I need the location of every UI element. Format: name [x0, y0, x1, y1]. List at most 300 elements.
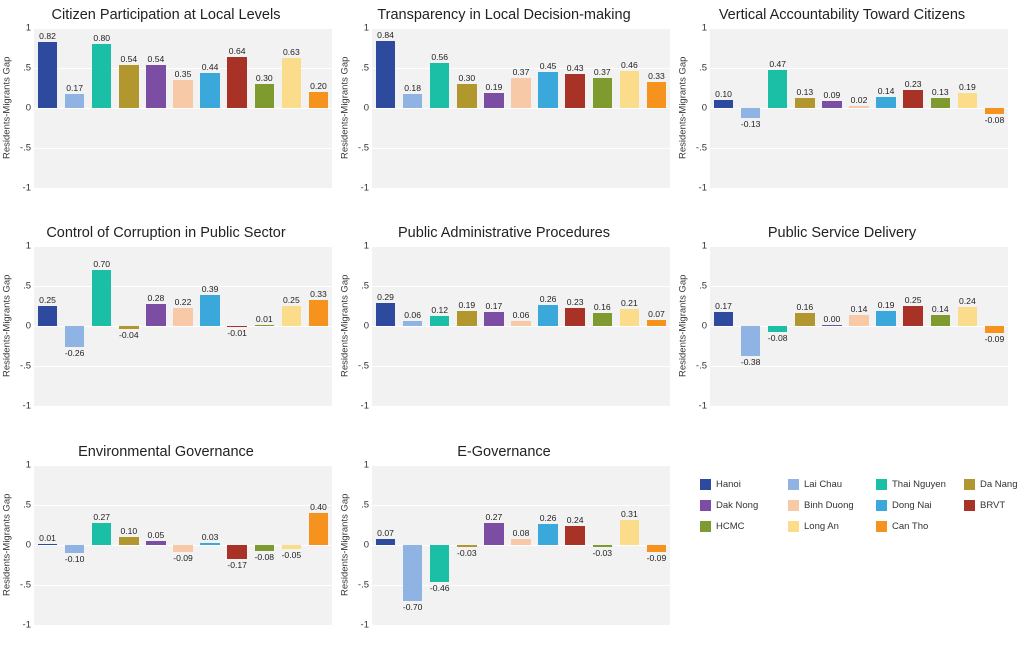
bar — [593, 313, 613, 326]
bar — [647, 320, 667, 326]
bar — [173, 545, 193, 552]
y-tick-label: -1 — [698, 400, 707, 412]
bar-series — [34, 246, 332, 406]
panel-title: Environmental Governance — [78, 444, 254, 460]
legend-label: Hanoi — [716, 479, 741, 490]
y-axis-ticks — [352, 240, 372, 412]
gridline — [34, 188, 332, 189]
bar — [620, 520, 640, 545]
bar-value-label: -0.05 — [281, 550, 302, 560]
legend-label: HCMC — [716, 521, 745, 532]
bar-value-label: 0.02 — [850, 95, 868, 106]
legend-label: Thai Nguyen — [892, 479, 946, 490]
y-axis-ticks — [352, 459, 372, 631]
plot-canvas — [34, 246, 332, 406]
chart-panel — [338, 6, 670, 194]
y-axis-label: Residents-Migrants Gap — [1, 56, 13, 160]
bar — [593, 78, 613, 108]
legend-color-swatch — [788, 521, 799, 532]
bar — [849, 106, 869, 108]
chart-panel — [0, 224, 332, 412]
y-tick-label: -.5 — [357, 579, 369, 591]
gridline — [372, 406, 670, 407]
bar — [538, 524, 558, 545]
y-tick-label: -1 — [360, 619, 369, 631]
bar-value-label: -0.26 — [64, 347, 85, 358]
bar — [65, 545, 85, 553]
y-tick-label: -.5 — [357, 142, 369, 154]
plot-area — [0, 459, 332, 631]
bar-value-label: 0.25 — [39, 295, 56, 305]
y-tick-label: 0 — [701, 102, 707, 114]
bar-value-label: 0.25 — [904, 295, 922, 305]
bar — [227, 545, 247, 559]
bar-value-label: 0.03 — [201, 531, 219, 542]
bar — [309, 300, 329, 326]
bar-value-label: -0.17 — [227, 559, 247, 570]
y-axis-ticks — [14, 22, 34, 194]
bar-value-label: 0.01 — [255, 314, 273, 325]
legend-item — [700, 521, 784, 532]
bar-value-label: -0.09 — [173, 553, 193, 564]
bar — [985, 326, 1005, 333]
bar-value-label: -0.04 — [119, 330, 139, 341]
bar-value-label: 0.37 — [512, 67, 530, 78]
y-tick-label: -.5 — [19, 142, 31, 154]
legend-item — [964, 479, 1024, 490]
bar-value-label: 0.70 — [93, 259, 111, 269]
bar — [565, 526, 585, 545]
bar-value-label: 0.23 — [904, 78, 922, 89]
plot-area — [676, 22, 1008, 194]
bar — [119, 65, 139, 108]
bar-value-label: 0.23 — [566, 296, 584, 307]
bar — [430, 63, 450, 108]
y-tick-label: .5 — [361, 62, 369, 74]
legend-item — [700, 479, 784, 490]
y-tick-label: 1 — [701, 240, 707, 252]
legend-label: Da Nang — [980, 479, 1018, 490]
y-tick-label: .5 — [23, 499, 31, 511]
bar-value-label: 0.05 — [147, 530, 165, 540]
plot-area — [0, 22, 332, 194]
plot-canvas — [710, 28, 1008, 188]
y-tick-label: 0 — [701, 320, 707, 332]
legend-color-swatch — [964, 479, 975, 490]
chart-legend — [700, 474, 1024, 537]
panel-title: Transparency in Local Decision-making — [377, 7, 631, 23]
bar-value-label: 0.30 — [255, 73, 273, 83]
bar-value-label: -0.08 — [767, 333, 788, 344]
bar-value-label: 0.17 — [66, 83, 83, 94]
gridline — [34, 625, 332, 626]
bar-value-label: 0.09 — [823, 89, 841, 100]
panel-title: Public Service Delivery — [767, 225, 917, 241]
bar — [958, 93, 978, 108]
bar — [822, 325, 842, 326]
bar — [985, 108, 1005, 114]
bar — [92, 270, 112, 326]
bar — [430, 545, 450, 582]
y-tick-label: -1 — [22, 182, 31, 194]
bar — [484, 523, 504, 545]
bar-value-label: -0.08 — [984, 115, 1005, 126]
bar-value-label: 0.56 — [431, 52, 449, 63]
bar — [309, 513, 329, 545]
chart-panel — [676, 224, 1008, 412]
bar — [741, 326, 761, 356]
bar — [457, 84, 477, 108]
legend-label: Can Tho — [892, 521, 929, 532]
bar-value-label: 0.13 — [931, 86, 949, 97]
bar-value-label: 0.22 — [174, 297, 192, 308]
legend-label: Long An — [804, 521, 839, 532]
y-tick-label: -.5 — [695, 142, 707, 154]
bar — [647, 82, 667, 108]
panel-title: Vertical Accountability Toward Citizens — [718, 7, 966, 23]
bar — [227, 57, 247, 108]
bar — [376, 41, 396, 108]
bar — [430, 316, 450, 326]
bar-value-label: 0.14 — [850, 303, 868, 314]
bar — [92, 523, 112, 545]
y-tick-label: 1 — [363, 22, 369, 34]
bar-value-label: 0.29 — [377, 291, 394, 302]
bar — [565, 74, 585, 108]
bar-value-label: 0.17 — [485, 301, 503, 312]
bar-value-label: 0.43 — [566, 62, 584, 73]
bar-value-label: 0.39 — [201, 283, 219, 294]
chart-panel — [676, 6, 1008, 194]
chart-panel — [0, 6, 332, 194]
y-axis-label: Residents-Migrants Gap — [1, 274, 13, 378]
bar — [309, 92, 329, 108]
y-axis-ticks — [690, 22, 710, 194]
legend-label: Dak Nong — [716, 500, 759, 511]
bar-series — [34, 465, 332, 625]
bar — [593, 545, 613, 547]
bar — [511, 78, 531, 108]
y-tick-label: -.5 — [19, 579, 31, 591]
bar — [768, 326, 788, 332]
bar — [255, 84, 275, 108]
bar-value-label: 0.20 — [310, 81, 327, 91]
bar — [65, 94, 85, 108]
y-tick-label: 0 — [25, 539, 31, 551]
bar-value-label: 0.21 — [620, 298, 638, 309]
bar — [146, 304, 166, 326]
y-axis-label: Residents-Migrants Gap — [339, 274, 351, 378]
bar-value-label: -0.70 — [402, 602, 423, 612]
plot-area — [338, 459, 670, 631]
y-tick-label: -.5 — [695, 360, 707, 372]
legend-color-swatch — [788, 500, 799, 511]
bar — [620, 71, 640, 108]
bar — [146, 65, 166, 108]
bar-value-label: 0.47 — [769, 59, 787, 70]
legend-color-swatch — [876, 479, 887, 490]
bar-value-label: 0.27 — [93, 512, 111, 523]
bar-value-label: 0.26 — [539, 513, 557, 524]
legend-item — [876, 500, 960, 511]
bar-value-label: -0.38 — [740, 357, 761, 368]
bar — [200, 295, 220, 326]
bar-value-label: -0.09 — [646, 553, 667, 564]
bar — [511, 321, 531, 326]
bar-value-label: 0.17 — [715, 301, 732, 312]
bar — [484, 312, 504, 326]
bar — [795, 313, 815, 326]
legend-item — [876, 479, 960, 490]
legend-label: Dong Nai — [892, 500, 932, 511]
y-tick-label: -.5 — [19, 360, 31, 372]
bar-series — [372, 28, 670, 188]
y-axis-ticks — [14, 459, 34, 631]
y-tick-label: 1 — [25, 22, 31, 34]
bar-value-label: 0.13 — [796, 86, 814, 97]
bar-value-label: -0.46 — [429, 582, 450, 593]
plot-canvas — [34, 465, 332, 625]
y-axis-ticks — [14, 240, 34, 412]
bar — [146, 541, 166, 545]
plot-canvas — [34, 28, 332, 188]
legend-item — [964, 500, 1024, 511]
legend-item — [700, 500, 784, 511]
bar-value-label: 0.44 — [201, 61, 219, 72]
legend-label: Binh Duong — [804, 500, 854, 511]
bar — [457, 545, 477, 547]
y-tick-label: .5 — [699, 280, 707, 292]
bar-value-label: 0.14 — [931, 303, 949, 314]
bar-value-label: 0.19 — [958, 81, 976, 92]
bar-value-label: -0.01 — [227, 327, 247, 338]
bar — [538, 305, 558, 326]
y-axis-ticks — [690, 240, 710, 412]
plot-area — [338, 240, 670, 412]
bar-value-label: 0.16 — [796, 302, 814, 313]
legend-label: BRVT — [980, 500, 1006, 511]
panel-title: Citizen Participation at Local Levels — [51, 7, 281, 23]
bar-value-label: 0.24 — [958, 295, 976, 306]
y-tick-label: 1 — [701, 22, 707, 34]
y-tick-label: 0 — [363, 539, 369, 551]
y-tick-label: 0 — [25, 320, 31, 332]
gridline — [34, 406, 332, 407]
bar — [173, 308, 193, 326]
bar — [255, 545, 275, 551]
y-tick-label: -1 — [698, 182, 707, 194]
bar-value-label: 0.08 — [512, 527, 530, 538]
bar-value-label: 0.07 — [377, 528, 394, 539]
bar — [282, 306, 302, 326]
bar — [484, 93, 504, 108]
y-tick-label: 0 — [363, 102, 369, 114]
bar-value-label: 0.40 — [310, 502, 327, 512]
bar — [403, 321, 423, 326]
legend-color-swatch — [964, 500, 975, 511]
plot-area — [338, 22, 670, 194]
legend-color-swatch — [700, 521, 711, 532]
gridline — [372, 625, 670, 626]
bar — [876, 97, 896, 108]
plot-area — [676, 240, 1008, 412]
bar — [282, 58, 302, 108]
bar-value-label: 0.07 — [648, 309, 665, 320]
y-tick-label: .5 — [23, 280, 31, 292]
bar — [65, 326, 85, 347]
bar — [822, 101, 842, 108]
bar-value-label: -0.03 — [457, 548, 477, 559]
y-tick-label: -1 — [22, 619, 31, 631]
bar-value-label: 0.27 — [485, 512, 503, 523]
bar — [457, 311, 477, 326]
bar — [647, 545, 667, 552]
panel-title: E-Governance — [457, 444, 551, 460]
bar-value-label: 0.30 — [458, 73, 476, 83]
bar — [282, 545, 302, 549]
bar-value-label: -0.10 — [64, 554, 85, 564]
legend-label: Lai Chau — [804, 479, 843, 490]
bar-value-label: 0.82 — [39, 31, 56, 42]
bar — [903, 90, 923, 108]
plot-canvas — [710, 246, 1008, 406]
bar-value-label: 0.28 — [147, 292, 165, 303]
bar-value-label: 0.45 — [539, 61, 557, 71]
bar-value-label: 0.54 — [147, 53, 165, 64]
bar — [173, 80, 193, 108]
y-axis-label: Residents-Migrants Gap — [677, 274, 689, 378]
legend-color-swatch — [788, 479, 799, 490]
bar — [511, 539, 531, 545]
bar — [958, 307, 978, 326]
bar — [931, 98, 951, 108]
bar-value-label: 0.14 — [877, 85, 895, 96]
bar — [200, 543, 220, 545]
bar — [538, 72, 558, 108]
y-tick-label: 1 — [363, 459, 369, 471]
legend-color-swatch — [700, 479, 711, 490]
y-tick-label: .5 — [699, 62, 707, 74]
y-axis-label: Residents-Migrants Gap — [339, 56, 351, 160]
bar-value-label: 0.19 — [485, 81, 503, 92]
bar — [849, 315, 869, 326]
y-tick-label: -1 — [360, 182, 369, 194]
chart-panel — [338, 443, 670, 631]
bar — [119, 326, 139, 329]
bar-value-label: 0.12 — [431, 305, 449, 316]
bar-series — [372, 465, 670, 625]
y-tick-label: 1 — [363, 240, 369, 252]
bar-value-label: 0.19 — [458, 299, 476, 310]
bar — [714, 312, 734, 326]
bar — [38, 306, 58, 326]
y-axis-label: Residents-Migrants Gap — [677, 56, 689, 160]
bar-value-label: 0.18 — [404, 82, 421, 93]
bar-value-label: 0.10 — [715, 89, 732, 99]
bar — [200, 73, 220, 108]
y-tick-label: 0 — [363, 320, 369, 332]
bar-value-label: 0.64 — [228, 45, 246, 56]
bar — [92, 44, 112, 108]
bar-value-label: 0.54 — [120, 53, 138, 64]
bar — [714, 100, 734, 108]
bar-value-label: 0.33 — [310, 288, 327, 299]
bar-series — [34, 28, 332, 188]
legend-item — [788, 479, 872, 490]
y-tick-label: .5 — [361, 499, 369, 511]
legend-color-swatch — [876, 500, 887, 511]
y-axis-label: Residents-Migrants Gap — [1, 493, 13, 597]
bar-value-label: -0.09 — [984, 334, 1005, 345]
bar-value-label: 0.10 — [120, 526, 138, 536]
bar-value-label: 0.80 — [93, 33, 111, 43]
bar — [903, 306, 923, 326]
bar — [38, 544, 58, 545]
bar-value-label: 0.24 — [566, 514, 584, 525]
y-tick-label: 0 — [25, 102, 31, 114]
panel-title: Control of Corruption in Public Sector — [46, 225, 286, 241]
plot-canvas — [372, 246, 670, 406]
plot-area — [0, 240, 332, 412]
bar — [565, 308, 585, 326]
bar — [38, 42, 58, 108]
bar — [795, 98, 815, 108]
bar-value-label: 0.01 — [39, 533, 56, 544]
bar-value-label: 0.31 — [620, 509, 638, 520]
bar-value-label: 0.06 — [512, 310, 530, 321]
bar-value-label: -0.13 — [740, 119, 761, 130]
bar-value-label: 0.37 — [593, 67, 611, 78]
y-tick-label: -1 — [360, 400, 369, 412]
plot-canvas — [372, 465, 670, 625]
gridline — [710, 406, 1008, 407]
legend-item — [876, 521, 960, 532]
bar-value-label: 0.63 — [282, 46, 300, 57]
bar-value-label: 0.25 — [282, 295, 300, 305]
y-tick-label: .5 — [23, 62, 31, 74]
bar — [620, 309, 640, 326]
bar-value-label: 0.00 — [823, 314, 841, 325]
bar-value-label: -0.03 — [592, 548, 613, 559]
panel-title: Public Administrative Procedures — [398, 225, 610, 241]
y-tick-label: 1 — [25, 240, 31, 252]
plot-canvas — [372, 28, 670, 188]
chart-panel — [338, 224, 670, 412]
bar-value-label: 0.46 — [620, 60, 638, 71]
bar-series — [710, 28, 1008, 188]
bar-value-label: -0.08 — [254, 552, 275, 563]
y-tick-label: -1 — [22, 400, 31, 412]
y-tick-label: .5 — [361, 280, 369, 292]
bar-value-label: 0.19 — [877, 299, 895, 310]
y-axis-label: Residents-Migrants Gap — [339, 493, 351, 597]
legend-item — [788, 500, 872, 511]
bar — [255, 325, 275, 326]
bar-value-label: 0.33 — [648, 70, 665, 81]
legend-color-swatch — [876, 521, 887, 532]
bar — [376, 303, 396, 326]
y-tick-label: -.5 — [357, 360, 369, 372]
legend-color-swatch — [700, 500, 711, 511]
bar-value-label: 0.35 — [174, 69, 192, 79]
gridline — [372, 188, 670, 189]
bar — [741, 108, 761, 118]
legend-item — [788, 521, 872, 532]
bar-value-label: 0.84 — [377, 29, 394, 40]
bar — [227, 326, 247, 327]
bar — [119, 537, 139, 545]
bar — [403, 94, 423, 108]
